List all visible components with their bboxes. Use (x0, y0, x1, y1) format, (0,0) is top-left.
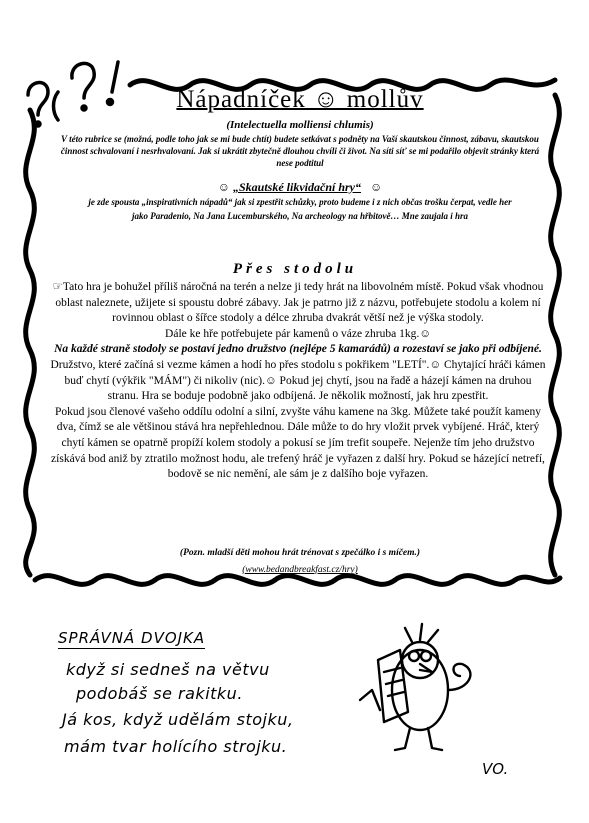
poem-line: podobáš se rakitku. (76, 684, 243, 703)
paragraph: ☞Tato hra je bohužel příliš náročná na terén a nelze ji tedy hrát na libovolném místě. Pokud však vhodnou oblast naleznete, užijete si spoustu dobré zábavy. Jak je patrno již z názvu, potřebujete stodolu a kolem ní rovinnou oblast o šířce stodoly a délce zhruba dvakrát větší než je výška stodoly. (52, 281, 544, 325)
author-signature: VO. (482, 760, 509, 778)
paragraph-text: Družstvo, které začíná si vezme kámen a hodí ho přes stodolu s pokřikem "LETÍ".☺ Chytající hráči kámen buď chytí (výkřik "MÁM") či nikoliv (nic).☺ Pokud jej chytí, jsou na řadě a házejí kámen na druhou stranu. Hra se boduje podobně jako odbíjená. Je několik možností, jak hru zpestřit. (50, 358, 546, 403)
article-body (48, 280, 548, 483)
poem-line: Já kos, když udělám stojku, (62, 710, 294, 729)
question-exclamation-doodle (28, 62, 118, 126)
section-heading (150, 180, 450, 195)
smiley-icon: ☺ (217, 180, 230, 194)
intro-text: V této rubrice se (možná, podle toho jak se mi bude chtít) budete setkávat s podněty na Vaší skautskou činnost, zábavu, skautskou činnost schvalovaní i nesrhvalovaní. Jak si ukrátit zbytečně dlouhou chvíli či život. Na síti síť se mi podařilo objevit stránky která nese podtitul (60, 134, 540, 168)
paragraph-emphasis: Na každé straně stodoly se postaví jedno družstvo (nejlépe 5 kamarádů) a rozestaví se jako při odbíjené. (54, 343, 542, 356)
poem-title: SPRÁVNÁ DVOJKA (58, 629, 206, 647)
poem-line: když si sedneš na větvu (66, 660, 270, 679)
credit-note: (Pozn. mladší děti mohou hrát trénovat s zpečálko i s míčem.) (179, 548, 421, 558)
paragraph: Pokud jsou členové vašeho oddílu odolní a silní, zvyšte váhu kamene na 3kg. Můžete také použít kameny dva, čímž se ale většinou stává hra nepřehlednou. Dále může to do hry vložit prvek vybíjené. Hráč, který chytí kámen se opatrně propíží kolem stodoly a pokusí se jím trefit soupeře. Nejenže tím jeho družstvo získává bod aniž by ztratilo možnost hodu, ale trefený hráč je vyřazen z další hry. Pokud se házející netrefí, bodově se nic nemění, ale sám je z dalšího boje vyřazen. (51, 405, 545, 481)
paragraph: Dále ke hře potřebujete pár kamenů o váze zhruba 1kg.☺ (165, 327, 431, 340)
bird-drawing (360, 624, 470, 750)
poem-line: mám tvar holícího strojku. (64, 737, 288, 756)
source-link[interactable]: (www.bedandbreakfast.cz/hry) (242, 565, 358, 575)
game-title: Přes stodolu (232, 261, 358, 277)
page-title: Nápadníček ☺ mollův (176, 86, 424, 113)
section-heading-text: „Skautské likvidační hry“ (232, 180, 361, 194)
page-subtitle: (Intelectuella molliensi chlumis) (226, 119, 374, 131)
paragraph (48, 342, 548, 404)
smiley-icon: ☺ (370, 180, 383, 194)
inspiration-text: je zde spousta „inspirativních nápadů“ jak si zpestřit schůzky, proto budeme i z nich občas trošku čerpat, vedle her jako Paradenio, Na Jana Lucemburského, Na archeology na hřbitově… Mne zaujala i hra (88, 197, 512, 221)
